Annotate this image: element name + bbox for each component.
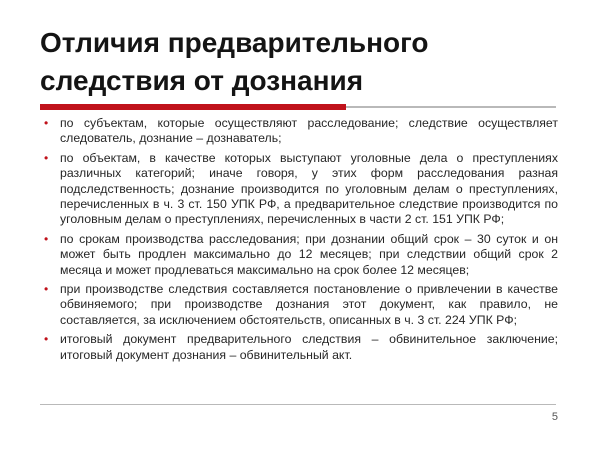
title-underline-accent — [40, 104, 346, 110]
bullet-text: итоговый документ предварительного следствия – обвинительное заключение; итоговый документ дознания – обвинительный акт. — [60, 332, 558, 362]
bullet-list — [42, 116, 558, 367]
bullet-marker-icon: • — [44, 231, 49, 246]
bullet-text: по объектам, в качестве которых выступают уголовные дела о преступлениях различных категорий; иначе говоря, у этих форм расследования разная подследственность; дознание производится по уголовным делам о преступлениях, перечисленных в ч. 3 ст. 150 УПК РФ, а предварительное следствие производится по уголовным делам о преступлениях, перечисленных в части 2 ст. 151 УПК РФ; — [60, 150, 558, 227]
bullet-text: при производстве следствия составляется постановление о привлечении в качестве обвиняемого; при производстве дознания этот документ, как правило, не составляется, за исключением обстоятельств, описанных в ч. 3 ст. 224 УПК РФ; — [60, 282, 558, 327]
bullet-marker-icon: • — [44, 282, 49, 297]
bullet-item-subjects — [42, 116, 558, 147]
footer-divider — [40, 404, 556, 405]
bullet-item-accusation — [42, 282, 558, 328]
bullet-marker-icon: • — [44, 116, 49, 130]
page-number: 5 — [551, 411, 558, 423]
bullet-marker-icon: • — [44, 150, 49, 165]
bullet-item-terms — [42, 232, 558, 278]
slide-title: Отличия предварительного следствия от дознания — [40, 27, 429, 96]
bullet-item-final-document — [42, 332, 558, 363]
title-underline-rule — [346, 106, 556, 108]
bullet-text: по срокам производства расследования; при дознании общий срок – 30 суток и он может быть продлен максимально до 12 месяцев; при следствии общий срок 2 месяца и может продлеваться максимально на срок более 12 месяцев; — [60, 231, 558, 277]
bullet-text: по субъектам, которые осуществляют расследование; следствие осуществляет следователь, дознание – дознаватель; — [60, 116, 558, 146]
bullet-marker-icon: • — [44, 332, 49, 347]
bullet-item-objects — [42, 151, 558, 228]
